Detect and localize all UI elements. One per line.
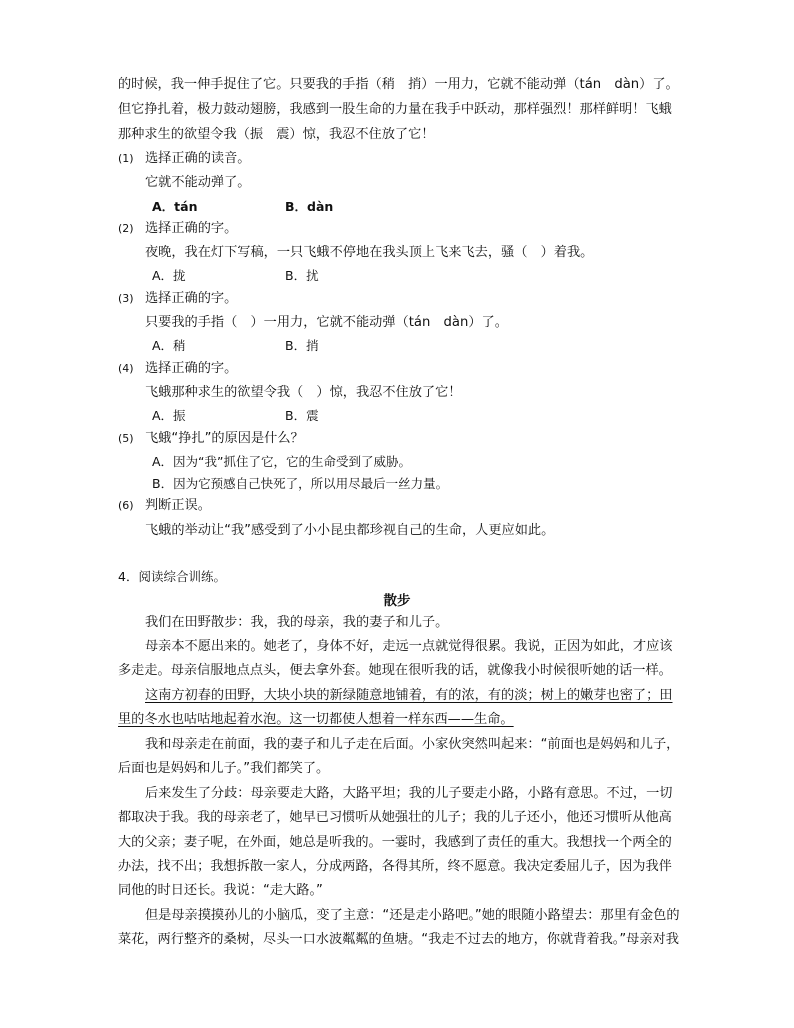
story-line: 后面也是妈妈和儿子。”我们都笑了。 xyxy=(118,761,330,776)
question-sentence: 夜晚，我在灯下写稿，一只飞蛾不停地在我头顶上飞来飞去，骚（ ）着我。 xyxy=(145,245,594,260)
section-heading: 4．阅读综合训练。 xyxy=(118,569,226,584)
story-line: 同他的时日还长。我说：“走大路。” xyxy=(118,883,323,898)
story-line: 母亲本不愿出来的。她老了，身体不好，走远一点就觉得很累。我说，正因为如此，才应该 xyxy=(145,639,673,654)
passage-line: 的时候，我一伸手捉住了它。只要我的手指（稍 捎）一用力，它就不能动弹（tán dàn）了。 xyxy=(118,77,679,92)
option-a[interactable]: A．拢 xyxy=(152,268,186,283)
option-a[interactable]: A．因为“我”抓住了它，它的生命受到了威胁。 xyxy=(152,454,412,469)
question-sentence: 只要我的手指（ ）一用力，它就不能动弹（tán dàn）了。 xyxy=(145,315,508,330)
option-b[interactable]: B．dàn xyxy=(285,199,334,214)
question-number: (1) xyxy=(118,152,134,165)
story-line: 都取决于我。我的母亲老了，她早已习惯听从她强壮的儿子；我的儿子还小，他还习惯听从他高 xyxy=(118,810,672,825)
question-number: (3) xyxy=(118,292,134,305)
story-line: 办法，找不出；我想拆散一家人，分成两路，各得其所，终不愿意。我决定委屈儿子，因为我伴 xyxy=(118,859,672,874)
option-a[interactable]: A．tán xyxy=(152,199,198,214)
option-b[interactable]: B．因为它预感自己快死了，所以用尽最后一丝力量。 xyxy=(152,476,449,491)
question-sentence: 飞蛾的举动让“我”感受到了小小昆虫都珍视自己的生命，人更应如此。 xyxy=(145,523,555,538)
question-number: (6) xyxy=(118,499,134,512)
option-b[interactable]: B．扰 xyxy=(285,268,319,283)
story-line: 但是母亲摸摸孙儿的小脑瓜，变了主意：“还是走小路吧。”她的眼随小路望去：那里有金色的 xyxy=(145,908,680,923)
story-line: 后来发生了分歧：母亲要走大路，大路平坦；我的儿子要走小路，小路有意思。不过，一切 xyxy=(145,786,673,801)
question-number: (5) xyxy=(118,432,134,445)
passage-line: 那种求生的欲望令我（振 震）惊，我忍不住放了它！ xyxy=(118,127,435,142)
story-line-underlined: 这南方初春的田野，大块小块的新绿随意地铺着，有的浓，有的淡；树上的嫩芽也密了；田 xyxy=(145,688,673,703)
question-number: (2) xyxy=(118,222,134,235)
question-prompt: 判断正误。 xyxy=(145,498,211,513)
question-prompt: 飞蛾“挣扎”的原因是什么？ xyxy=(145,431,304,446)
question-number: (4) xyxy=(118,362,134,375)
question-prompt: 选择正确的字。 xyxy=(145,361,238,376)
story-line: 我和母亲走在前面，我的妻子和儿子走在后面。小家伙突然叫起来：“前面也是妈妈和儿子， xyxy=(145,737,680,752)
question-sentence: 它就不能动弹了。 xyxy=(145,175,251,190)
story-line-underlined: 里的冬水也咕咕地起着水泡。这一切都使人想着一样东西——生命。 xyxy=(118,712,514,727)
option-a[interactable]: A．振 xyxy=(152,408,186,423)
option-b[interactable]: B．捎 xyxy=(285,338,319,353)
option-b[interactable]: B．震 xyxy=(285,408,319,423)
question-sentence: 飞蛾那种求生的欲望令我（ ）惊，我忍不住放了它！ xyxy=(145,385,462,400)
question-prompt: 选择正确的字。 xyxy=(145,291,238,306)
passage-line: 但它挣扎着，极力鼓动翅膀，我感到一股生命的力量在我手中跃动，那样强烈！那样鲜明！飞蛾 xyxy=(118,102,672,117)
story-title: 散步 xyxy=(383,593,411,609)
story-line: 多走走。母亲信服地点点头，便去拿外套。她现在很听我的话，就像我小时候很听她的话一样。 xyxy=(118,663,672,678)
story-line: 我们在田野散步：我，我的母亲，我的妻子和儿子。 xyxy=(145,615,449,630)
option-a[interactable]: A．稍 xyxy=(152,338,186,353)
question-prompt: 选择正确的字。 xyxy=(145,221,238,236)
story-line: 菜花，两行整齐的桑树，尽头一口水波粼粼的鱼塘。“我走不过去的地方，你就背着我。”母亲对我 xyxy=(118,932,679,947)
question-prompt: 选择正确的读音。 xyxy=(145,151,251,166)
story-line: 大的父亲；妻子呢，在外面，她总是听我的。一霎时，我感到了责任的重大。我想找一个两全的 xyxy=(118,835,672,850)
